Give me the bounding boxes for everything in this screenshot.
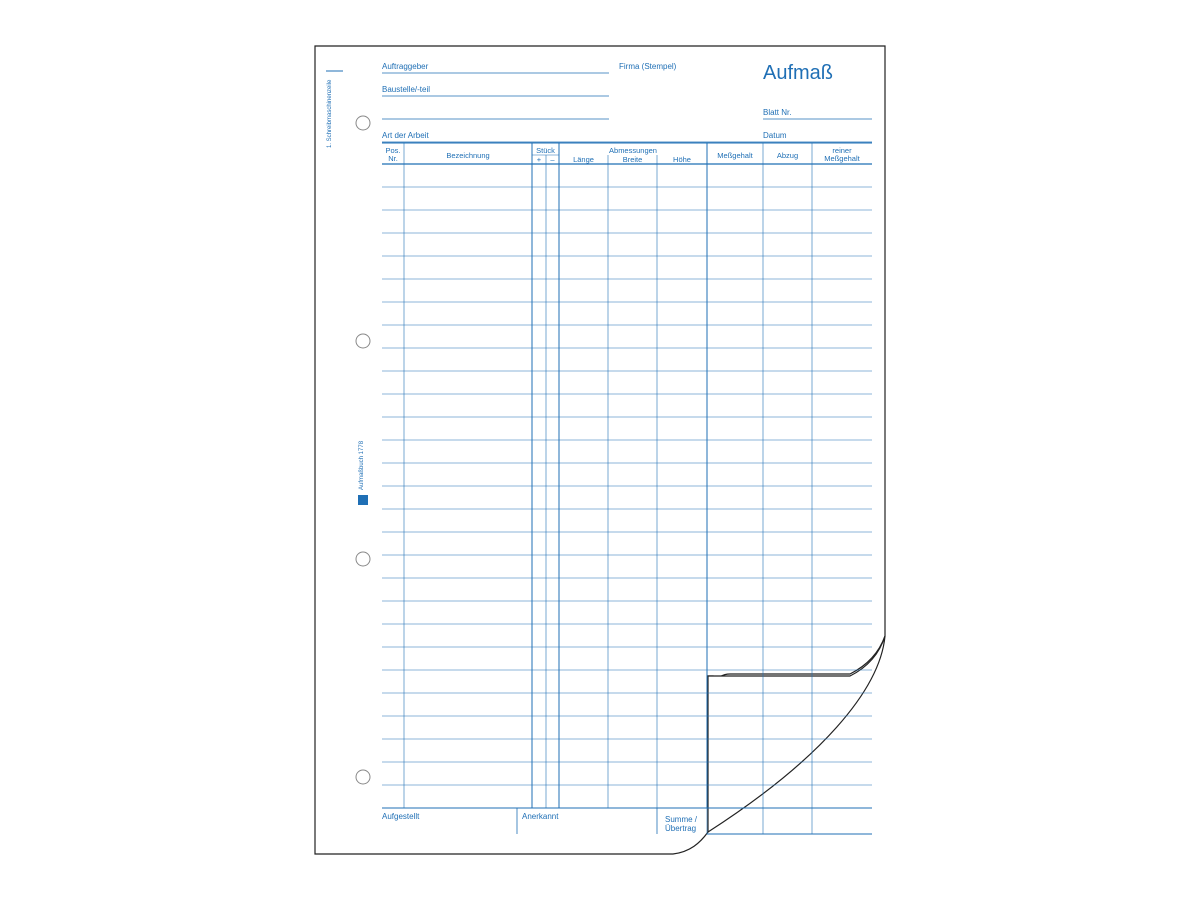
side-product-text: Aufmaßbuch 1778 <box>359 440 365 490</box>
brand-logo-icon <box>358 495 368 505</box>
punch-hole-4 <box>356 770 370 784</box>
punch-hole-1 <box>356 116 370 130</box>
col-plus-header: + <box>536 155 542 164</box>
art-label: Art der Arbeit <box>382 131 429 140</box>
baustelle-label: Baustelle/-teil <box>382 85 431 94</box>
col-abmessungen-header: Abmessungen <box>609 146 657 155</box>
anerkannt-label: Anerkannt <box>522 812 559 821</box>
side-copy-text: 1. Schreibmaschinenzeile <box>327 79 333 148</box>
page-title: Aufmaß <box>763 62 834 84</box>
col-pos-line1: Pos. <box>385 146 401 155</box>
firma-label: Firma (Stempel) <box>619 62 677 71</box>
col-breite-header: Breite <box>622 155 643 164</box>
col-pos-header <box>382 147 404 163</box>
datum-label: Datum <box>763 131 787 140</box>
punch-hole-3 <box>356 552 370 566</box>
aufgestellt-label: Aufgestellt <box>382 812 420 821</box>
summe-line2: Übertrag <box>665 824 697 833</box>
col-hoehe-header: Höhe <box>673 155 691 164</box>
auftraggeber-label: Auftraggeber <box>382 62 429 71</box>
col-reiner-header <box>812 147 872 163</box>
col-messgehalt-header: Meßgehalt <box>717 151 753 160</box>
col-minus-header: – <box>550 155 555 164</box>
blatt-label: Blatt Nr. <box>763 108 792 117</box>
summe-line1: Summe / <box>665 815 698 824</box>
col-laenge-header: Länge <box>573 155 594 164</box>
col-stueck-header: Stück <box>536 146 555 155</box>
summe-label <box>665 815 697 833</box>
col-reiner-line1: reiner <box>832 146 852 155</box>
col-abzug-header: Abzug <box>776 151 799 160</box>
col-reiner-line2: Meßgehalt <box>824 154 860 163</box>
punch-hole-2 <box>356 334 370 348</box>
col-bezeichnung-header: Bezeichnung <box>446 151 490 160</box>
col-pos-line2: Nr. <box>388 154 398 163</box>
